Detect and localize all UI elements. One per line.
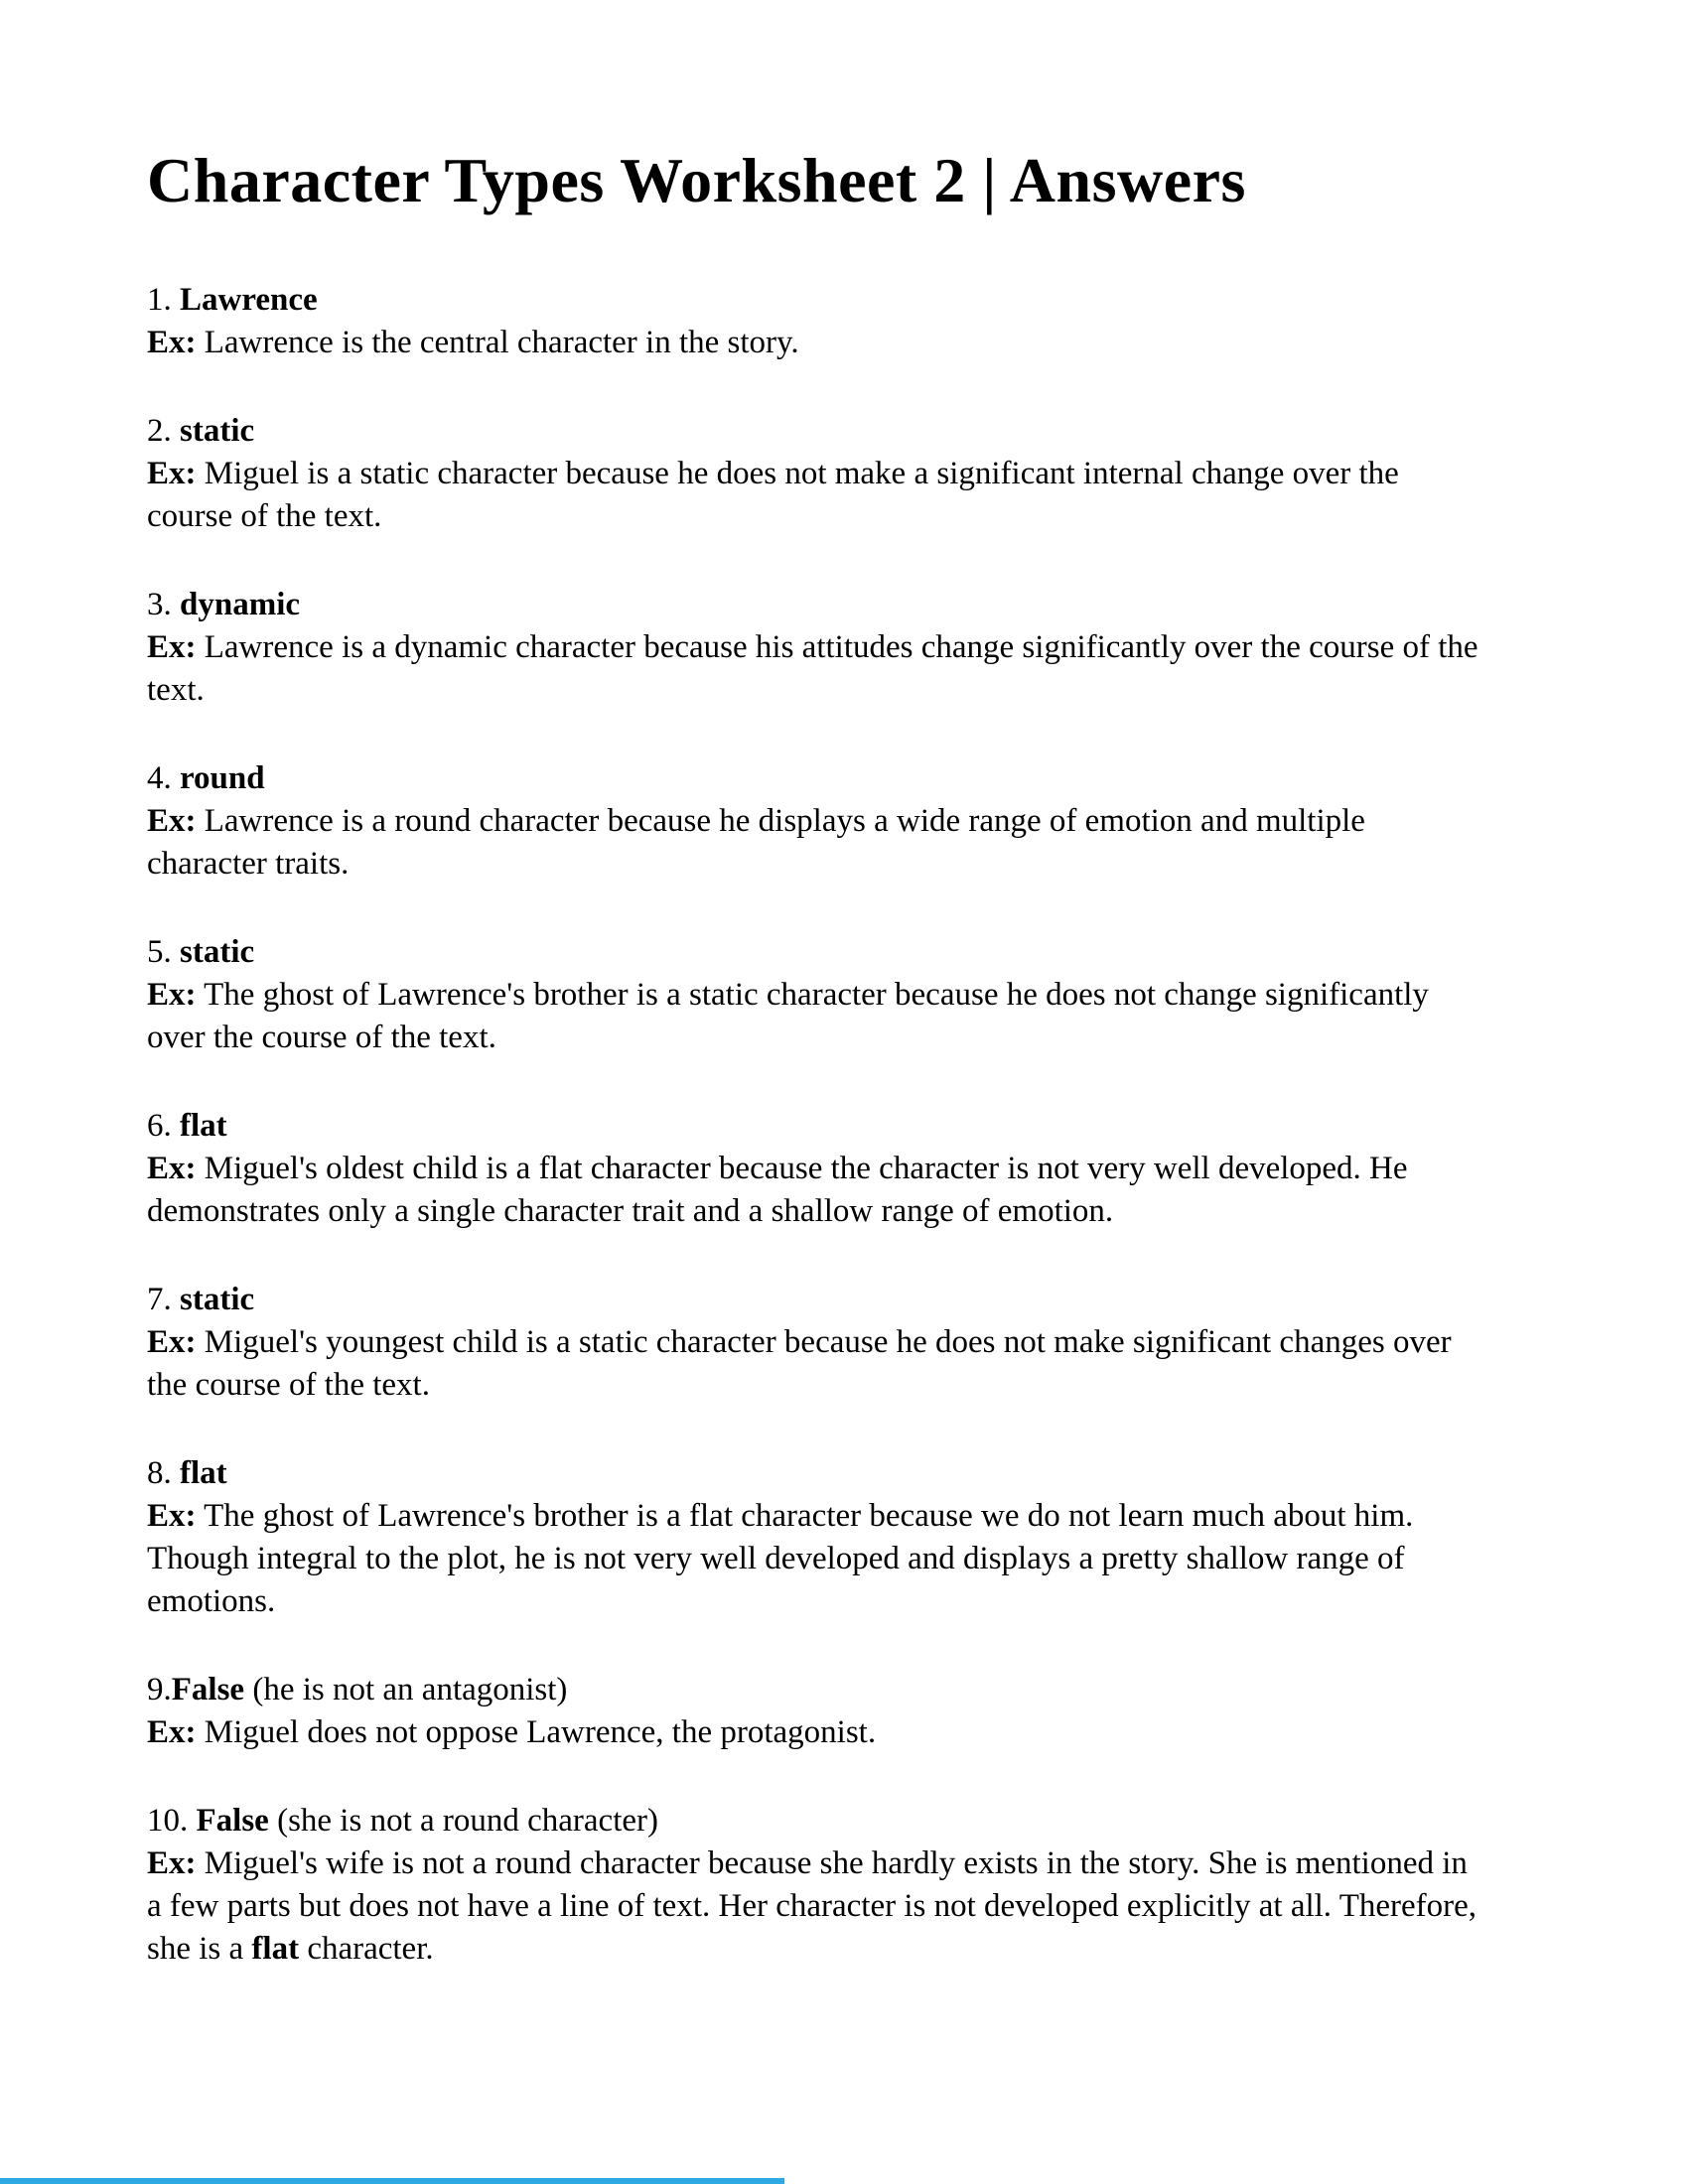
example-line — [147, 1711, 1482, 1754]
item-number: 3. — [147, 587, 180, 623]
page-title: Character Types Worksheet 2 | Answers — [147, 145, 1246, 215]
item-answer: Lawrence — [180, 282, 318, 319]
answer-line — [147, 757, 1482, 800]
example-line — [147, 800, 1482, 886]
item-note: (she is not a round character) — [268, 1803, 658, 1840]
item-number: 4. — [147, 760, 180, 797]
item-answer: False — [196, 1803, 269, 1840]
answer-line — [147, 1452, 1482, 1495]
worksheet-item-1 — [147, 279, 1482, 364]
worksheet-item-10 — [147, 1800, 1482, 1971]
answer-line — [147, 1800, 1482, 1843]
example-line — [147, 974, 1482, 1059]
example-label: Ex: — [147, 803, 197, 840]
answer-line — [147, 1105, 1482, 1148]
footer-accent-line — [0, 2178, 784, 2184]
example-text: Miguel's oldest child is a flat character because the character is not very well developed. He demonstrates only a single character trait and a shallow range of emotion. — [147, 1151, 1408, 1230]
example-label: Ex: — [147, 325, 197, 361]
item-number: 8. — [147, 1455, 180, 1492]
example-text: Miguel does not oppose Lawrence, the protagonist. — [196, 1714, 877, 1751]
item-answer: False — [171, 1672, 245, 1708]
example-label: Ex: — [147, 1151, 197, 1187]
example-label: Ex: — [147, 1498, 197, 1535]
worksheet-item-7 — [147, 1279, 1482, 1407]
example-text-bold: flat — [251, 1931, 300, 1968]
item-answer: static — [180, 934, 255, 971]
example-text: Lawrence is a dynamic character because his attitudes change significantly over the course of the text. — [147, 629, 1478, 709]
item-number: 7. — [147, 1282, 180, 1318]
example-text: Miguel's wife is not a round character because she hardly exists in the story. She is mentioned in a few parts but does not have a line of text. Her character is not developed explicitly at all. Therefore, she is a — [147, 1845, 1477, 1968]
example-text: character. — [299, 1931, 434, 1968]
answer-line — [147, 1279, 1482, 1321]
answer-line — [147, 410, 1482, 453]
worksheet-item-3 — [147, 584, 1482, 712]
example-text: Lawrence is the central character in the story. — [196, 325, 799, 361]
example-text: The ghost of Lawrence's brother is a static character because he does not change significantly over the course of the text. — [147, 977, 1429, 1056]
item-answer: flat — [180, 1108, 227, 1145]
worksheet-item-9 — [147, 1669, 1482, 1754]
example-line — [147, 626, 1482, 712]
example-text: Miguel is a static character because he does not make a significant internal change over the course of the text. — [147, 456, 1399, 535]
example-label: Ex: — [147, 456, 197, 492]
example-line — [147, 1843, 1482, 1971]
example-label: Ex: — [147, 977, 197, 1014]
answer-line — [147, 931, 1482, 974]
item-number: 5. — [147, 934, 180, 971]
item-note: (he is not an antagonist) — [244, 1672, 568, 1708]
item-number: 9. — [147, 1672, 172, 1708]
item-number: 6. — [147, 1108, 180, 1145]
example-line — [147, 322, 1482, 364]
example-text: Miguel's youngest child is a static character because he does not make significant changes over the course of the text. — [147, 1324, 1452, 1404]
worksheet-item-2 — [147, 410, 1482, 538]
example-line — [147, 1495, 1482, 1623]
item-number: 10. — [147, 1803, 197, 1840]
item-number: 1. — [147, 282, 180, 319]
worksheet-item-5 — [147, 931, 1482, 1059]
item-number: 2. — [147, 413, 180, 450]
worksheet-item-8 — [147, 1452, 1482, 1623]
item-answer: dynamic — [180, 587, 301, 623]
example-label: Ex: — [147, 629, 197, 666]
item-answer: round — [180, 760, 265, 797]
example-label: Ex: — [147, 1845, 197, 1882]
worksheet-item-4 — [147, 757, 1482, 886]
example-label: Ex: — [147, 1324, 197, 1361]
item-answer: flat — [180, 1455, 227, 1492]
example-line — [147, 453, 1482, 538]
example-line — [147, 1148, 1482, 1233]
answer-line — [147, 584, 1482, 626]
worksheet-item-6 — [147, 1105, 1482, 1233]
example-label: Ex: — [147, 1714, 197, 1751]
answer-line — [147, 279, 1482, 322]
example-text: The ghost of Lawrence's brother is a flat character because we do not learn much about him. Though integral to the plot, he is not very well developed and displays a pretty shallow range of emotions. — [147, 1498, 1414, 1620]
answer-line — [147, 1669, 1482, 1711]
example-text: Lawrence is a round character because he displays a wide range of emotion and multiple character traits. — [147, 803, 1365, 883]
item-answer: static — [180, 413, 255, 450]
item-answer: static — [180, 1282, 255, 1318]
example-line — [147, 1321, 1482, 1407]
